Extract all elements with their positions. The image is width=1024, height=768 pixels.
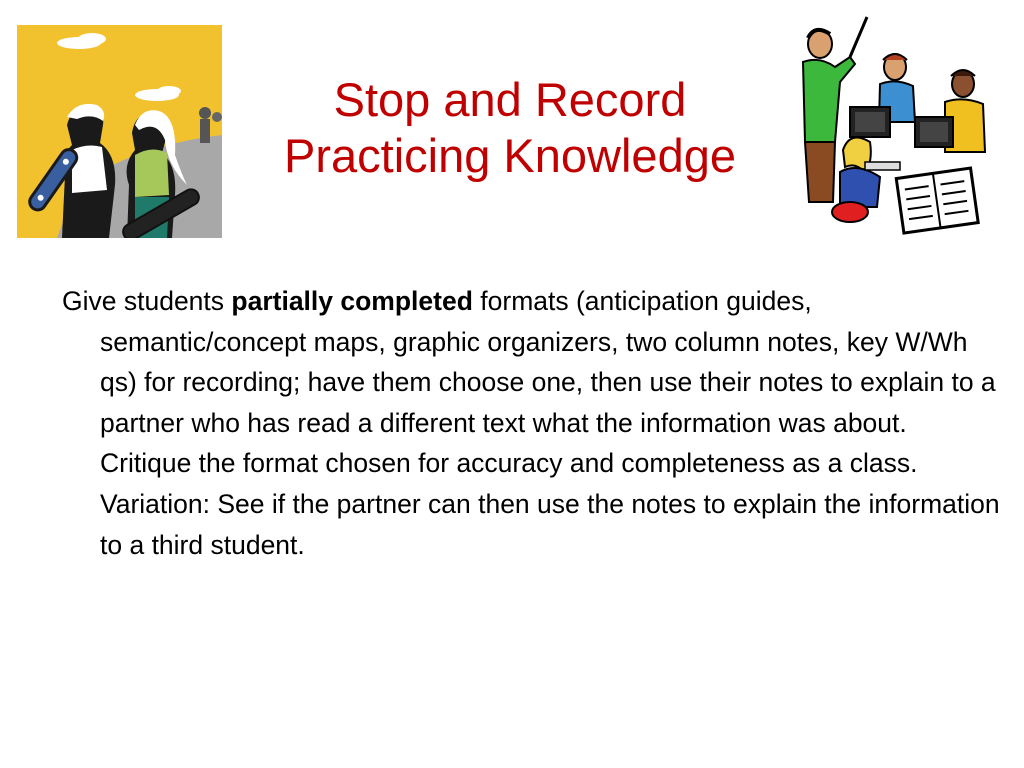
skateboard-students-clipart: [17, 25, 222, 238]
body-prefix: Give students: [62, 286, 232, 316]
body-suffix: formats (anticipation guides, semantic/concept maps, graphic organizers, two column notes, key W/Wh qs) for recording; have them choose one, then use their notes to explain to a partner who has read a different text what the information was about. Critique the format chosen for accuracy and completeness as a class. Variation: See if the partner can then use the notes to explain the information to a third student.: [100, 286, 1000, 560]
slide-title: [230, 72, 790, 184]
title-line-2: Practicing Knowledge: [284, 129, 736, 182]
body-bold-phrase: partially completed: [231, 286, 473, 316]
title-line-1: Stop and Record: [333, 73, 687, 126]
teacher-and-students-clipart: [795, 12, 995, 250]
body-text: [62, 281, 1000, 565]
